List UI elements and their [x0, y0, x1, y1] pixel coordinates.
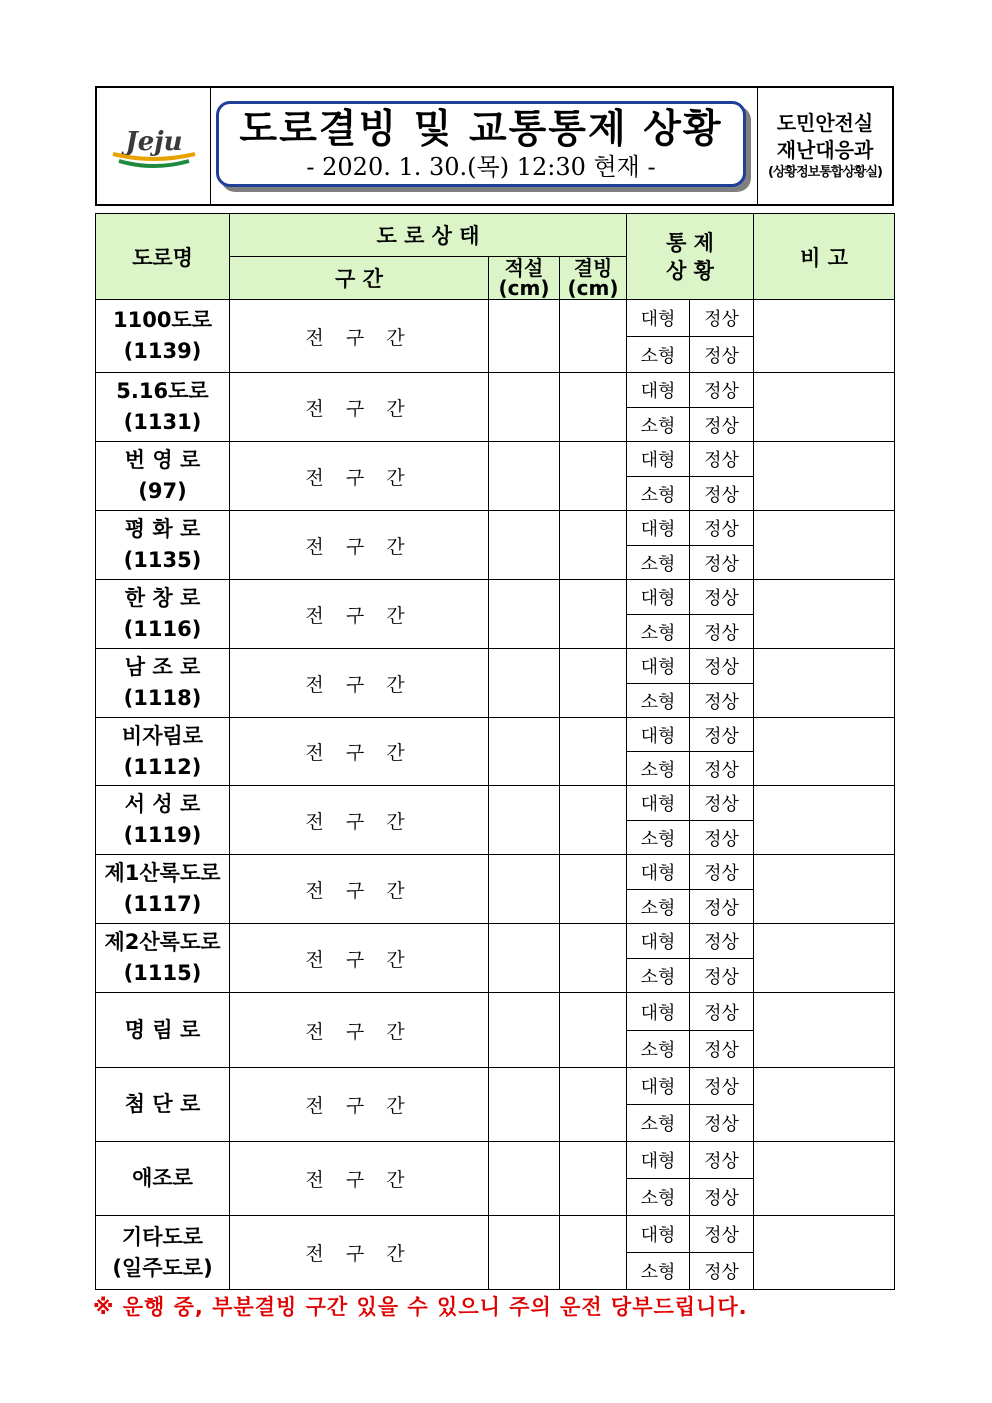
control-status-small: 정상: [690, 337, 754, 373]
vehicle-class-large: 대형: [627, 924, 690, 959]
vehicle-class-small: 소형: [627, 890, 690, 924]
road-name: 1100도로: [112, 308, 213, 332]
table-row: [96, 993, 895, 1031]
control-status-small: 정상: [690, 1031, 754, 1068]
section-cell: 전 구 간: [230, 1216, 489, 1290]
road-name: 명 림 로: [124, 1017, 201, 1042]
road-number: (1118): [123, 686, 202, 710]
title-box: [216, 101, 746, 187]
page-title: 도로결빙 및 교통통제 상황: [239, 107, 723, 152]
road-name: 평 화 로: [124, 517, 201, 541]
road-name-cell: [96, 1142, 230, 1216]
table-row: [96, 300, 895, 337]
control-status-large: 정상: [690, 924, 754, 959]
vehicle-class-small: 소형: [627, 959, 690, 993]
section-cell: 전 구 간: [230, 511, 489, 580]
road-name-cell: [96, 786, 230, 855]
header-control-line2: 상 황: [666, 258, 714, 283]
section-cell: 전 구 간: [230, 442, 489, 511]
table-row: [96, 373, 895, 408]
road-name-cell: [96, 718, 230, 786]
ice-cell: [560, 580, 627, 649]
vehicle-class-large: 대형: [627, 993, 690, 1031]
road-name-cell: [96, 993, 230, 1068]
ice-cell: [560, 718, 627, 786]
vehicle-class-small: 소형: [627, 1179, 690, 1216]
road-name: 한 창 로: [124, 586, 201, 610]
remarks-cell: [754, 300, 895, 373]
control-status-large: 정상: [690, 1142, 754, 1179]
vehicle-class-small: 소형: [627, 337, 690, 373]
snow-cell: [489, 718, 560, 786]
control-status-small: 정상: [690, 477, 754, 511]
vehicle-class-large: 대형: [627, 1216, 690, 1253]
vehicle-class-small: 소형: [627, 546, 690, 580]
vehicle-class-large: 대형: [627, 373, 690, 408]
road-name-cell: [96, 924, 230, 993]
caution-note: ※ 운행 중, 부분결빙 구간 있을 수 있으니 주의 운전 당부드립니다.: [93, 1295, 748, 1319]
vehicle-class-small: 소형: [627, 408, 690, 442]
road-name: 기타도로: [121, 1224, 204, 1249]
snow-cell: [489, 1216, 560, 1290]
vehicle-class-large: 대형: [627, 580, 690, 615]
vehicle-class-small: 소형: [627, 1105, 690, 1142]
remarks-cell: [754, 649, 895, 718]
snow-cell: [489, 300, 560, 373]
remarks-cell: [754, 1216, 895, 1290]
remarks-cell: [754, 580, 895, 649]
vehicle-class-large: 대형: [627, 300, 690, 337]
table-row: [96, 924, 895, 959]
ice-cell: [560, 1142, 627, 1216]
section-cell: 전 구 간: [230, 786, 489, 855]
title-cell: [211, 88, 758, 204]
remarks-cell: [754, 993, 895, 1068]
control-status-large: 정상: [690, 786, 754, 821]
table-row: [96, 718, 895, 752]
control-status-large: 정상: [690, 442, 754, 477]
vehicle-class-large: 대형: [627, 511, 690, 546]
road-name-cell: [96, 300, 230, 373]
road-name-cell: [96, 1068, 230, 1142]
snow-cell: [489, 442, 560, 511]
vehicle-class-large: 대형: [627, 718, 690, 752]
road-name-cell: [96, 649, 230, 718]
snow-cell: [489, 649, 560, 718]
road-name: 5.16도로: [116, 379, 209, 403]
control-status-large: 정상: [690, 580, 754, 615]
vehicle-class-large: 대형: [627, 1142, 690, 1179]
road-number: (1119): [123, 823, 202, 847]
control-status-small: 정상: [690, 752, 754, 786]
report-time: - 2020. 1. 30.(목) 12:30 현재 -: [306, 153, 656, 181]
table-row: [96, 1142, 895, 1179]
remarks-cell: [754, 373, 895, 442]
dept-line-2: 재난대응과: [776, 138, 874, 162]
header-snow-label: 적설: [504, 256, 544, 280]
vehicle-class-large: 대형: [627, 442, 690, 477]
table-row: [96, 511, 895, 546]
logo-cell: [97, 88, 211, 204]
control-status-large: 정상: [690, 373, 754, 408]
vehicle-class-small: 소형: [627, 752, 690, 786]
jeju-logo: [99, 116, 209, 176]
header-road-status: 도 로 상 태: [230, 214, 627, 257]
road-name-cell: [96, 373, 230, 442]
control-status-large: 정상: [690, 649, 754, 684]
snow-cell: [489, 1068, 560, 1142]
section-cell: 전 구 간: [230, 300, 489, 373]
road-name: 첨 단 로: [124, 1092, 201, 1116]
ice-cell: [560, 300, 627, 373]
snow-cell: [489, 993, 560, 1068]
dept-line-3: (상황정보통합상황실): [768, 165, 882, 180]
road-number: (일주도로): [112, 1255, 213, 1280]
section-cell: 전 구 간: [230, 580, 489, 649]
road-number: (97): [138, 479, 187, 503]
dept-line-1: 도민안전실: [776, 111, 874, 135]
ice-cell: [560, 511, 627, 580]
ice-cell: [560, 1068, 627, 1142]
control-status-small: 정상: [690, 546, 754, 580]
logo-text: Jeju: [124, 127, 183, 157]
snow-cell: [489, 511, 560, 580]
control-status-large: 정상: [690, 855, 754, 890]
road-name: 서 성 로: [124, 792, 201, 816]
section-cell: 전 구 간: [230, 649, 489, 718]
ice-cell: [560, 924, 627, 993]
remarks-cell: [754, 442, 895, 511]
header-ice: [560, 257, 627, 300]
header-ice-unit: (cm): [567, 276, 619, 300]
control-status-small: 정상: [690, 615, 754, 649]
snow-cell: [489, 1142, 560, 1216]
header-control-status: [627, 214, 754, 300]
table-row: [96, 1216, 895, 1253]
remarks-cell: [754, 855, 895, 924]
header-road-name: 도로명: [96, 214, 230, 300]
remarks-cell: [754, 786, 895, 855]
remarks-cell: [754, 1068, 895, 1142]
control-status-small: 정상: [690, 684, 754, 718]
road-number: (1112): [123, 754, 202, 779]
header-ice-label: 결빙: [573, 256, 613, 280]
header-remarks: 비 고: [754, 214, 895, 300]
section-cell: 전 구 간: [230, 1068, 489, 1142]
snow-cell: [489, 924, 560, 993]
ice-cell: [560, 786, 627, 855]
table-row: [96, 786, 895, 821]
remarks-cell: [754, 511, 895, 580]
road-name: 남 조 로: [124, 655, 201, 679]
road-number: (1135): [123, 548, 202, 572]
control-status-small: 정상: [690, 408, 754, 442]
road-number: (1131): [123, 410, 202, 434]
vehicle-class-large: 대형: [627, 1068, 690, 1105]
vehicle-class-small: 소형: [627, 1031, 690, 1068]
road-status-table: [95, 213, 895, 1290]
control-status-large: 정상: [690, 1216, 754, 1253]
snow-cell: [489, 786, 560, 855]
control-status-large: 정상: [690, 300, 754, 337]
table-row: [96, 855, 895, 890]
vehicle-class-small: 소형: [627, 821, 690, 855]
control-status-large: 정상: [690, 511, 754, 546]
vehicle-class-small: 소형: [627, 684, 690, 718]
ice-cell: [560, 993, 627, 1068]
road-name: 제1산록도로: [104, 861, 221, 885]
vehicle-class-large: 대형: [627, 786, 690, 821]
vehicle-class-small: 소형: [627, 615, 690, 649]
control-status-small: 정상: [690, 1179, 754, 1216]
table-row: [96, 580, 895, 615]
vehicle-class-large: 대형: [627, 649, 690, 684]
ice-cell: [560, 373, 627, 442]
road-name: 번 영 로: [124, 448, 201, 472]
snow-cell: [489, 373, 560, 442]
road-name: 비자림로: [121, 723, 204, 748]
road-number: (1115): [123, 961, 202, 985]
remarks-cell: [754, 718, 895, 786]
ice-cell: [560, 1216, 627, 1290]
road-name-cell: [96, 511, 230, 580]
document-header: [95, 86, 894, 206]
department-cell: [758, 88, 892, 204]
section-cell: 전 구 간: [230, 1142, 489, 1216]
header-snow: [489, 257, 560, 300]
remarks-cell: [754, 1142, 895, 1216]
control-status-small: 정상: [690, 1253, 754, 1290]
section-cell: 전 구 간: [230, 855, 489, 924]
road-name: 제2산록도로: [104, 930, 221, 954]
road-number: (1139): [123, 339, 202, 363]
road-name: 애조로: [132, 1166, 193, 1190]
header-section: 구 간: [230, 257, 489, 300]
table-row: [96, 1068, 895, 1105]
control-status-small: 정상: [690, 821, 754, 855]
table-row: [96, 442, 895, 477]
table-row: [96, 649, 895, 684]
road-name-cell: [96, 1216, 230, 1290]
vehicle-class-small: 소형: [627, 1253, 690, 1290]
section-cell: 전 구 간: [230, 924, 489, 993]
ice-cell: [560, 855, 627, 924]
header-snow-unit: (cm): [498, 276, 550, 300]
section-cell: 전 구 간: [230, 993, 489, 1068]
ice-cell: [560, 442, 627, 511]
control-status-large: 정상: [690, 718, 754, 752]
control-status-small: 정상: [690, 890, 754, 924]
road-name-cell: [96, 580, 230, 649]
section-cell: 전 구 간: [230, 373, 489, 442]
header-control-line1: 통 제: [666, 230, 714, 255]
road-number: (1117): [123, 892, 202, 916]
control-status-small: 정상: [690, 1105, 754, 1142]
control-status-large: 정상: [690, 1068, 754, 1105]
road-number: (1116): [123, 617, 202, 641]
vehicle-class-large: 대형: [627, 855, 690, 890]
control-status-small: 정상: [690, 959, 754, 993]
section-cell: 전 구 간: [230, 718, 489, 786]
snow-cell: [489, 855, 560, 924]
control-status-large: 정상: [690, 993, 754, 1031]
road-name-cell: [96, 855, 230, 924]
snow-cell: [489, 580, 560, 649]
vehicle-class-small: 소형: [627, 477, 690, 511]
remarks-cell: [754, 924, 895, 993]
road-name-cell: [96, 442, 230, 511]
ice-cell: [560, 649, 627, 718]
